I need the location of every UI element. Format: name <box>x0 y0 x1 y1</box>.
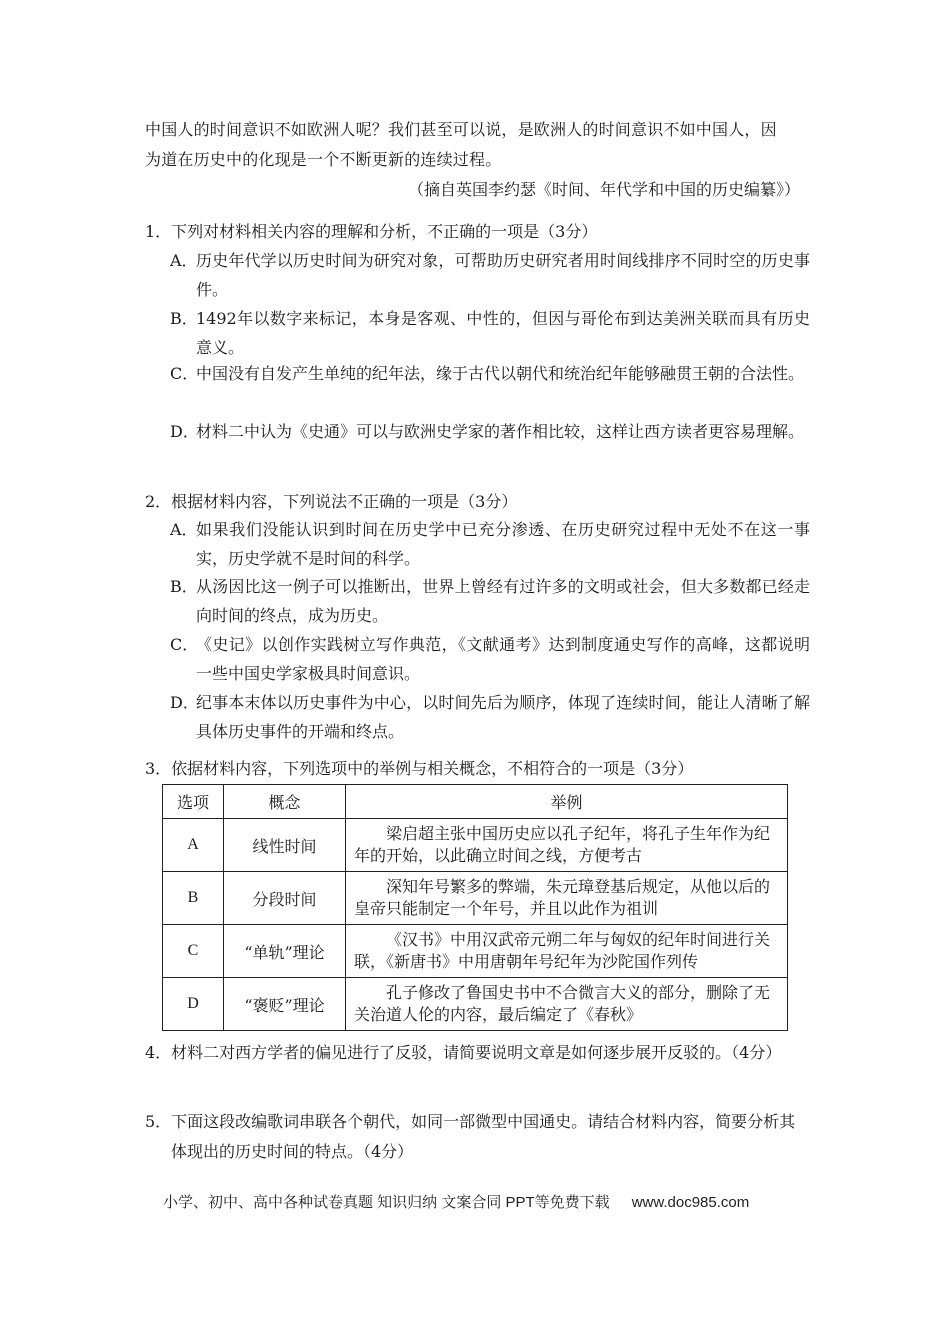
question-5-text: 5．下面这段改编歌词串联各个朝代，如同一部微型中国通史。请结合材料内容，简要分析其体现出的历史时间的特点。（4分） <box>145 1112 796 1161</box>
option-text: 纪事本末体以历史事件为中心，以时间先后为顺序，体现了连续时间，能让人清晰了解具体历史事件的开端和终点。 <box>196 693 810 741</box>
example-text: 梁启超主张中国历史应以孔子纪年，将孔子生年作为纪年的开始，以此确立时间之线，方便考古 <box>354 824 771 865</box>
option-text: 如果我们没能认识到时间在历史学中已充分渗透、在历史研究过程中无处不在这一事实，历史学就不是时间的科学。 <box>196 520 810 568</box>
table-header-row <box>163 785 788 819</box>
question-2-stem: 2．根据材料内容，下列说法不正确的一项是（3分） <box>145 492 518 511</box>
table-cell-option: A <box>163 819 224 872</box>
option-text: 《史记》以创作实践树立写作典范，《文献通考》达到制度通史写作的高峰，这都说明一些中国史学家极具时间意识。 <box>196 635 810 683</box>
option-letter: C． <box>170 364 199 383</box>
question-2-option-d <box>170 689 810 746</box>
table-cell-example <box>346 872 788 925</box>
question-4-stem <box>145 1038 810 1068</box>
table-cell-option: C <box>163 925 224 978</box>
question-1-stem: 1．下列对材料相关内容的理解和分析，不正确的一项是（3分） <box>145 222 598 241</box>
question-5-stem <box>145 1107 810 1167</box>
question-3-stem: 3．依据材料内容，下列选项中的举例与相关概念，不相符合的一项是（3分） <box>145 759 694 778</box>
table-cell-concept: “褒贬”理论 <box>224 978 346 1031</box>
option-letter: A． <box>170 251 198 270</box>
intro-line-2: 为道在历史中的化现是一个不断更新的连续过程。 <box>145 150 502 169</box>
table-cell-concept: 分段时间 <box>224 872 346 925</box>
option-letter: A． <box>170 520 198 539</box>
question-1-option-c <box>170 360 810 389</box>
option-letter: D． <box>170 693 199 712</box>
page-footer <box>163 1191 749 1212</box>
table-cell-example <box>346 978 788 1031</box>
question-1-option-b <box>170 305 810 362</box>
option-letter: D． <box>170 422 199 441</box>
table-cell-option: B <box>163 872 224 925</box>
example-text: 孔子修改了鲁国史书中不合微言大义的部分，删除了无关治道人伦的内容，最后编定了《春秋》 <box>354 983 771 1024</box>
example-text: 深知年号繁多的弊端，朱元璋登基后规定，从他以后的皇帝只能制定一个年号，并且以此作为祖训 <box>354 877 771 918</box>
table-row <box>163 925 788 978</box>
option-text: 历史年代学以历史时间为研究对象，可帮助历史研究者用时间线排序不同时空的历史事件。 <box>196 251 810 299</box>
table-header-example: 举例 <box>346 785 788 819</box>
option-letter: C． <box>170 635 199 654</box>
option-text: 中国没有自发产生单纯的纪年法，缘于古代以朝代和统治纪年能够融贯王朝的合法性。 <box>196 364 805 383</box>
question-2-option-b <box>170 573 810 630</box>
table-row <box>163 819 788 872</box>
table-row <box>163 978 788 1031</box>
question-2-option-c <box>170 631 810 688</box>
footer-text: 小学、初中、高中各种试卷真题 知识归纳 文案合同 PPT等免费下载 <box>163 1194 610 1211</box>
source-citation: （摘自英国李约瑟《时间、年代学和中国的历史编纂》） <box>407 180 800 199</box>
table-cell-concept: 线性时间 <box>224 819 346 872</box>
question-4-text: 4．材料二对西方学者的偏见进行了反驳，请简要说明文章是如何逐步展开反驳的。（4分） <box>145 1043 782 1062</box>
table-cell-option: D <box>163 978 224 1031</box>
table-header-option: 选项 <box>163 785 224 819</box>
table-header-concept: 概念 <box>224 785 346 819</box>
question-1-option-a <box>170 247 810 304</box>
question-2-option-a <box>170 516 810 573</box>
option-text: 从汤因比这一例子可以推断出，世界上曾经有过许多的文明或社会，但大多数都已经走向时间的终点，成为历史。 <box>196 577 810 625</box>
table-cell-concept: “单轨”理论 <box>224 925 346 978</box>
intro-line-1: 中国人的时间意识不如欧洲人呢？我们甚至可以说，是欧洲人的时间意识不如中国人，因 <box>145 120 777 139</box>
option-letter: B． <box>170 577 198 596</box>
option-letter: B． <box>170 309 198 328</box>
question-1-option-d <box>170 418 810 447</box>
table-cell-example <box>346 819 788 872</box>
concept-example-table <box>162 784 788 1031</box>
example-text: 《汉书》中用汉武帝元朔二年与匈奴的纪年时间进行关联，《新唐书》中用唐朝年号纪年为沙陀国作列传 <box>354 930 771 971</box>
footer-site-link[interactable]: www.doc985.com <box>631 1194 750 1211</box>
option-text: 材料二中认为《史通》可以与欧洲史学家的著作相比较，这样让西方读者更容易理解。 <box>196 422 805 441</box>
option-text: 1492年以数字来标记，本身是客观、中性的，但因与哥伦布到达美洲关联而具有历史意义。 <box>196 309 810 357</box>
table-cell-example <box>346 925 788 978</box>
table-row <box>163 872 788 925</box>
